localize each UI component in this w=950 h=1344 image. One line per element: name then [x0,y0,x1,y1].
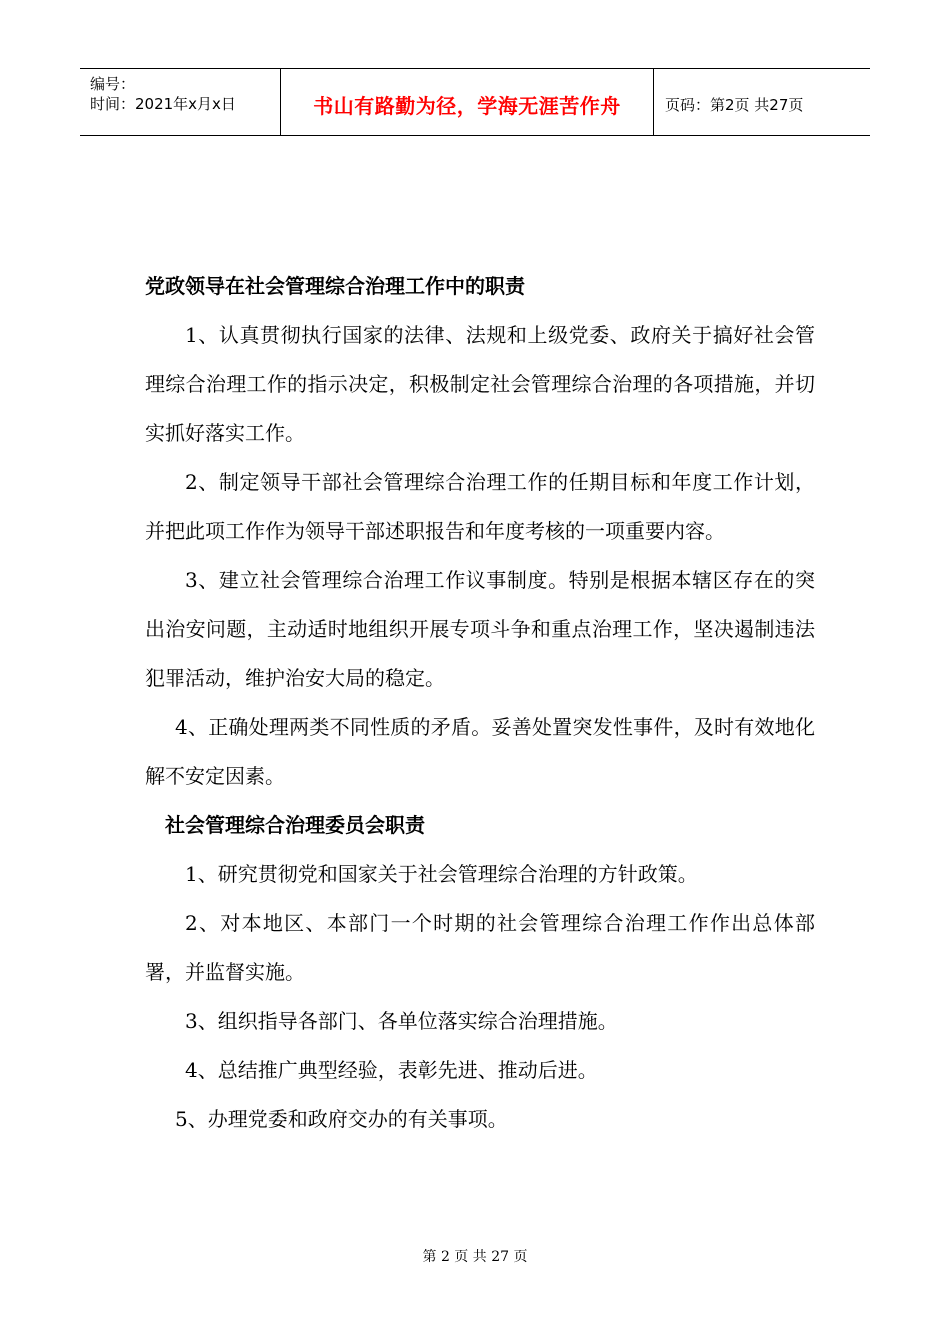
motto-text: 书山有路勤为径，学海无涯苦作舟 [313,93,621,118]
number-label: 编号： [90,75,136,93]
paragraph: 2、制定领导干部社会管理综合治理工作的任期目标和年度工作计划，并把此项工作作为领导干部述职报告和年度考核的一项重要内容。 [145,470,815,543]
section-title: 党政领导在社会管理综合治理工作中的职责 [145,274,525,298]
document-header [80,68,870,136]
header-motto-cell [281,69,654,135]
document-body [145,262,815,1144]
paragraph: 1、研究贯彻党和国家关于社会管理综合治理的方针政策。 [185,862,698,886]
paragraph: 3、组织指导各部门、各单位落实综合治理措施。 [185,1009,618,1033]
date-label: 时间：2021年x月x日 [90,95,236,113]
paragraph: 4、总结推广典型经验，表彰先进、推动后进。 [185,1058,598,1082]
section-title: 社会管理综合治理委员会职责 [165,813,425,837]
paragraph: 1、认真贯彻执行国家的法律、法规和上级党委、政府关于搞好社会管理综合治理工作的指示决定，积极制定社会管理综合治理的各项措施，并切实抓好落实工作。 [145,323,815,445]
paragraph: 3、建立社会管理综合治理工作议事制度。特别是根据本辖区存在的突出治安问题，主动适时地组织开展专项斗争和重点治理工作，坚决遏制违法犯罪活动，维护治安大局的稳定。 [145,568,815,690]
paragraph: 4、正确处理两类不同性质的矛盾。妥善处置突发性事件，及时有效地化解不安定因素。 [145,715,815,788]
header-page-cell [654,69,870,135]
paragraph: 2、对本地区、本部门一个时期的社会管理综合治理工作作出总体部署，并监督实施。 [145,911,815,984]
page-label: 页码：第2页 共27页 [665,95,804,114]
header-meta-cell [80,69,281,135]
page-footer: 第 2 页 共 27 页 [422,1249,528,1265]
paragraph: 5、办理党委和政府交办的有关事项。 [175,1107,508,1131]
